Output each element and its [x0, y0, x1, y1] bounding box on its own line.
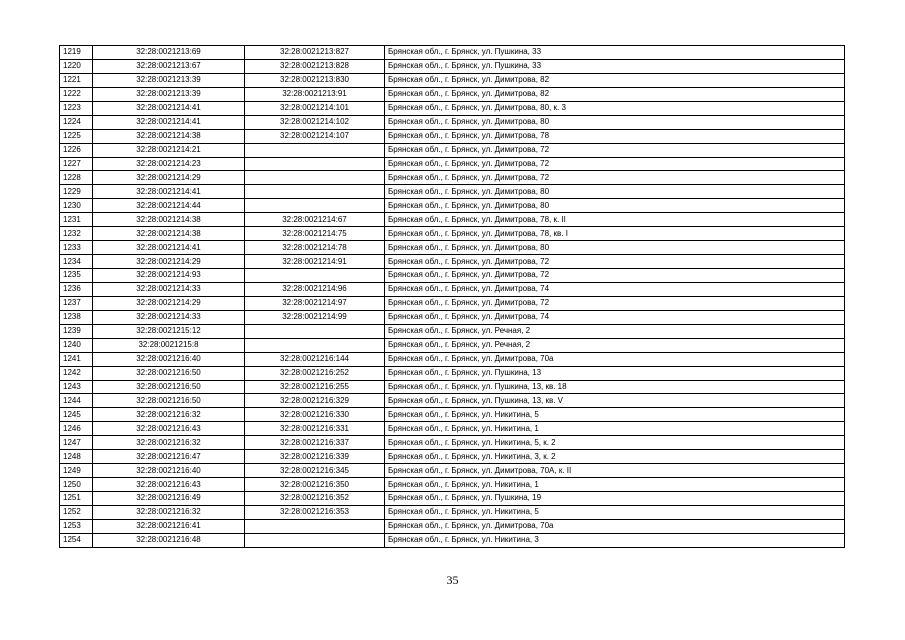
object-number-cell: 32:28:0021213:828 [245, 59, 385, 73]
row-number-cell: 1227 [60, 157, 93, 171]
object-number-cell: 32:28:0021213:91 [245, 87, 385, 101]
address-cell: Брянская обл., г. Брянск, ул. Димитрова, 72 [385, 296, 845, 310]
address-cell: Брянская обл., г. Брянск, ул. Димитрова, 72 [385, 157, 845, 171]
address-cell: Брянская обл., г. Брянск, ул. Димитрова, 72 [385, 171, 845, 185]
table-row [60, 352, 845, 366]
land-plot-number-cell: 32:28:0021214:41 [93, 241, 245, 255]
land-plot-number-cell: 32:28:0021213:67 [93, 59, 245, 73]
land-plot-number-cell: 32:28:0021214:44 [93, 199, 245, 213]
row-number-cell: 1235 [60, 269, 93, 283]
land-plot-number-cell: 32:28:0021214:38 [93, 227, 245, 241]
object-number-cell: 32:28:0021214:67 [245, 213, 385, 227]
address-cell: Брянская обл., г. Брянск, ул. Никитина, 5 [385, 408, 845, 422]
object-number-cell [245, 157, 385, 171]
table-row [60, 338, 845, 352]
land-plot-number-cell: 32:28:0021216:32 [93, 436, 245, 450]
land-plot-number-cell: 32:28:0021216:40 [93, 352, 245, 366]
address-cell: Брянская обл., г. Брянск, ул. Димитрова, 82 [385, 87, 845, 101]
table-row [60, 282, 845, 296]
land-plot-number-cell: 32:28:0021213:39 [93, 73, 245, 87]
object-number-cell: 32:28:0021216:339 [245, 450, 385, 464]
object-number-cell: 32:28:0021213:830 [245, 73, 385, 87]
address-cell: Брянская обл., г. Брянск, ул. Никитина, 1 [385, 478, 845, 492]
row-number-cell: 1254 [60, 533, 93, 547]
table-row [60, 450, 845, 464]
land-plot-number-cell: 32:28:0021214:29 [93, 296, 245, 310]
table-row [60, 227, 845, 241]
object-number-cell: 32:28:0021214:75 [245, 227, 385, 241]
object-number-cell: 32:28:0021214:107 [245, 129, 385, 143]
object-number-cell [245, 143, 385, 157]
table-row [60, 185, 845, 199]
object-number-cell [245, 338, 385, 352]
table-row [60, 408, 845, 422]
land-plot-number-cell: 32:28:0021214:33 [93, 282, 245, 296]
table-row [60, 296, 845, 310]
row-number-cell: 1253 [60, 519, 93, 533]
land-plot-number-cell: 32:28:0021215:12 [93, 324, 245, 338]
row-number-cell: 1225 [60, 129, 93, 143]
object-number-cell: 32:28:0021214:96 [245, 282, 385, 296]
land-plot-number-cell: 32:28:0021214:93 [93, 269, 245, 283]
land-plot-number-cell: 32:28:0021213:69 [93, 46, 245, 60]
object-number-cell: 32:28:0021216:331 [245, 422, 385, 436]
table-row [60, 310, 845, 324]
address-cell: Брянская обл., г. Брянск, ул. Димитрова, 74 [385, 310, 845, 324]
land-plot-number-cell: 32:28:0021216:43 [93, 422, 245, 436]
row-number-cell: 1252 [60, 505, 93, 519]
row-number-cell: 1222 [60, 87, 93, 101]
row-number-cell: 1232 [60, 227, 93, 241]
land-plot-number-cell: 32:28:0021214:41 [93, 185, 245, 199]
row-number-cell: 1226 [60, 143, 93, 157]
table-row [60, 269, 845, 283]
address-cell: Брянская обл., г. Брянск, ул. Димитрова, 82 [385, 73, 845, 87]
address-cell: Брянская обл., г. Брянск, ул. Никитина, 3 [385, 533, 845, 547]
object-number-cell: 32:28:0021216:255 [245, 380, 385, 394]
row-number-cell: 1236 [60, 282, 93, 296]
address-cell: Брянская обл., г. Брянск, ул. Пушкина, 13, кв. V [385, 394, 845, 408]
row-number-cell: 1223 [60, 101, 93, 115]
land-plot-number-cell: 32:28:0021216:40 [93, 464, 245, 478]
land-plot-number-cell: 32:28:0021216:32 [93, 505, 245, 519]
table-row [60, 46, 845, 60]
land-plot-number-cell: 32:28:0021216:47 [93, 450, 245, 464]
land-plot-number-cell: 32:28:0021214:41 [93, 101, 245, 115]
address-cell: Брянская обл., г. Брянск, ул. Димитрова, 78, кв. I [385, 227, 845, 241]
row-number-cell: 1244 [60, 394, 93, 408]
object-number-cell [245, 199, 385, 213]
land-plot-number-cell: 32:28:0021214:38 [93, 213, 245, 227]
object-number-cell: 32:28:0021216:352 [245, 492, 385, 506]
table-row [60, 533, 845, 547]
land-plot-number-cell: 32:28:0021214:33 [93, 310, 245, 324]
table-row [60, 171, 845, 185]
address-cell: Брянская обл., г. Брянск, ул. Димитрова, 80, к. 3 [385, 101, 845, 115]
row-number-cell: 1234 [60, 255, 93, 269]
address-cell: Брянская обл., г. Брянск, ул. Пушкина, 13 [385, 366, 845, 380]
land-plot-number-cell: 32:28:0021216:43 [93, 478, 245, 492]
table-row [60, 380, 845, 394]
table-row [60, 366, 845, 380]
object-number-cell [245, 185, 385, 199]
row-number-cell: 1229 [60, 185, 93, 199]
table-row [60, 422, 845, 436]
address-cell: Брянская обл., г. Брянск, ул. Пушкина, 19 [385, 492, 845, 506]
address-cell: Брянская обл., г. Брянск, ул. Никитина, 3, к. 2 [385, 450, 845, 464]
land-plot-number-cell: 32:28:0021214:29 [93, 255, 245, 269]
table-row [60, 394, 845, 408]
row-number-cell: 1231 [60, 213, 93, 227]
land-plot-number-cell: 32:28:0021215:8 [93, 338, 245, 352]
table-row [60, 505, 845, 519]
table-row [60, 101, 845, 115]
address-cell: Брянская обл., г. Брянск, ул. Димитрова, 70а [385, 352, 845, 366]
object-number-cell: 32:28:0021214:101 [245, 101, 385, 115]
table-row [60, 478, 845, 492]
object-number-cell [245, 269, 385, 283]
land-plot-number-cell: 32:28:0021213:39 [93, 87, 245, 101]
object-number-cell: 32:28:0021216:329 [245, 394, 385, 408]
table-row [60, 59, 845, 73]
row-number-cell: 1238 [60, 310, 93, 324]
address-cell: Брянская обл., г. Брянск, ул. Димитрова, 72 [385, 143, 845, 157]
land-plot-number-cell: 32:28:0021216:49 [93, 492, 245, 506]
page-number: 35 [446, 573, 459, 587]
table-row [60, 464, 845, 478]
land-plot-number-cell: 32:28:0021214:38 [93, 129, 245, 143]
land-plot-number-cell: 32:28:0021214:41 [93, 115, 245, 129]
address-cell: Брянская обл., г. Брянск, ул. Речная, 2 [385, 324, 845, 338]
address-cell: Брянская обл., г. Брянск, ул. Димитрова, 70А, к. II [385, 464, 845, 478]
object-number-cell: 32:28:0021216:330 [245, 408, 385, 422]
row-number-cell: 1250 [60, 478, 93, 492]
table-row [60, 143, 845, 157]
address-cell: Брянская обл., г. Брянск, ул. Пушкина, 13, кв. 18 [385, 380, 845, 394]
row-number-cell: 1247 [60, 436, 93, 450]
row-number-cell: 1221 [60, 73, 93, 87]
object-number-cell: 32:28:0021214:91 [245, 255, 385, 269]
address-cell: Брянская обл., г. Брянск, ул. Речная, 2 [385, 338, 845, 352]
address-cell: Брянская обл., г. Брянск, ул. Пушкина, 33 [385, 46, 845, 60]
object-number-cell: 32:28:0021214:99 [245, 310, 385, 324]
land-plot-number-cell: 32:28:0021214:23 [93, 157, 245, 171]
address-cell: Брянская обл., г. Брянск, ул. Никитина, 5 [385, 505, 845, 519]
object-number-cell: 32:28:0021216:353 [245, 505, 385, 519]
land-plot-number-cell: 32:28:0021214:21 [93, 143, 245, 157]
table-row [60, 129, 845, 143]
land-plot-number-cell: 32:28:0021216:41 [93, 519, 245, 533]
address-cell: Брянская обл., г. Брянск, ул. Никитина, 5, к. 2 [385, 436, 845, 450]
address-cell: Брянская обл., г. Брянск, ул. Димитрова, 70а [385, 519, 845, 533]
table-row [60, 87, 845, 101]
row-number-cell: 1228 [60, 171, 93, 185]
row-number-cell: 1239 [60, 324, 93, 338]
object-number-cell: 32:28:0021214:97 [245, 296, 385, 310]
object-number-cell [245, 533, 385, 547]
address-cell: Брянская обл., г. Брянск, ул. Димитрова, 74 [385, 282, 845, 296]
row-number-cell: 1224 [60, 115, 93, 129]
table-row [60, 436, 845, 450]
object-number-cell: 32:28:0021216:144 [245, 352, 385, 366]
row-number-cell: 1243 [60, 380, 93, 394]
address-cell: Брянская обл., г. Брянск, ул. Димитрова, 72 [385, 255, 845, 269]
address-cell: Брянская обл., г. Брянск, ул. Димитрова, 80 [385, 115, 845, 129]
table-row [60, 241, 845, 255]
cadastral-table [59, 45, 845, 548]
land-plot-number-cell: 32:28:0021216:50 [93, 366, 245, 380]
address-cell: Брянская обл., г. Брянск, ул. Никитина, 1 [385, 422, 845, 436]
table-row [60, 213, 845, 227]
row-number-cell: 1248 [60, 450, 93, 464]
row-number-cell: 1240 [60, 338, 93, 352]
object-number-cell: 32:28:0021213:827 [245, 46, 385, 60]
object-number-cell: 32:28:0021216:350 [245, 478, 385, 492]
land-plot-number-cell: 32:28:0021216:50 [93, 394, 245, 408]
row-number-cell: 1230 [60, 199, 93, 213]
object-number-cell [245, 324, 385, 338]
table-body [60, 46, 845, 548]
land-plot-number-cell: 32:28:0021216:50 [93, 380, 245, 394]
row-number-cell: 1233 [60, 241, 93, 255]
address-cell: Брянская обл., г. Брянск, ул. Димитрова, 78, к. II [385, 213, 845, 227]
table-row [60, 157, 845, 171]
address-cell: Брянская обл., г. Брянск, ул. Димитрова, 80 [385, 241, 845, 255]
object-number-cell [245, 519, 385, 533]
land-plot-number-cell: 32:28:0021214:29 [93, 171, 245, 185]
table-row [60, 324, 845, 338]
address-cell: Брянская обл., г. Брянск, ул. Димитрова, 78 [385, 129, 845, 143]
address-cell: Брянская обл., г. Брянск, ул. Димитрова, 72 [385, 269, 845, 283]
object-number-cell [245, 171, 385, 185]
table-row [60, 115, 845, 129]
address-cell: Брянская обл., г. Брянск, ул. Пушкина, 33 [385, 59, 845, 73]
row-number-cell: 1245 [60, 408, 93, 422]
row-number-cell: 1251 [60, 492, 93, 506]
table-row [60, 199, 845, 213]
row-number-cell: 1246 [60, 422, 93, 436]
row-number-cell: 1242 [60, 366, 93, 380]
object-number-cell: 32:28:0021216:337 [245, 436, 385, 450]
address-cell: Брянская обл., г. Брянск, ул. Димитрова, 80 [385, 199, 845, 213]
object-number-cell: 32:28:0021216:252 [245, 366, 385, 380]
table-row [60, 255, 845, 269]
land-plot-number-cell: 32:28:0021216:48 [93, 533, 245, 547]
row-number-cell: 1241 [60, 352, 93, 366]
row-number-cell: 1249 [60, 464, 93, 478]
object-number-cell: 32:28:0021216:345 [245, 464, 385, 478]
table-row [60, 492, 845, 506]
object-number-cell: 32:28:0021214:78 [245, 241, 385, 255]
row-number-cell: 1220 [60, 59, 93, 73]
row-number-cell: 1219 [60, 46, 93, 60]
address-cell: Брянская обл., г. Брянск, ул. Димитрова, 80 [385, 185, 845, 199]
table-row [60, 73, 845, 87]
land-plot-number-cell: 32:28:0021216:32 [93, 408, 245, 422]
object-number-cell: 32:28:0021214:102 [245, 115, 385, 129]
row-number-cell: 1237 [60, 296, 93, 310]
table-row [60, 519, 845, 533]
